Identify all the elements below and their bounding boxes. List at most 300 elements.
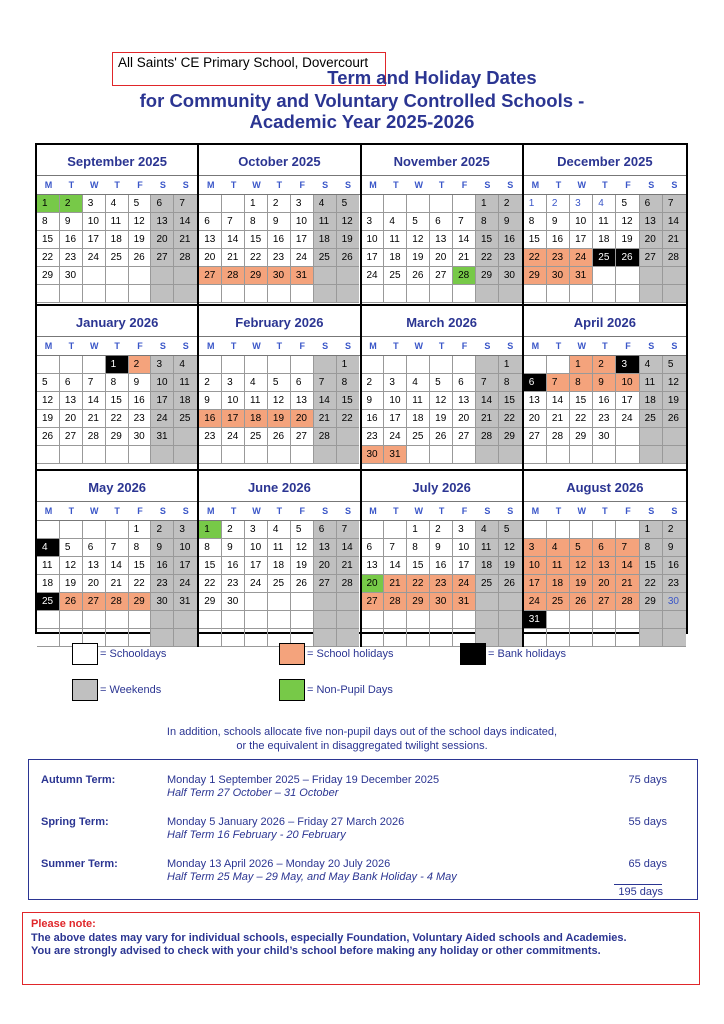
day-cell: 24 [151,410,174,428]
day-cell: 5 [129,195,152,213]
empty-day-cell [151,285,174,303]
day-cell: 16 [222,557,245,575]
empty-day-cell [407,446,430,464]
empty-day-cell [524,356,547,374]
empty-day-cell [199,195,222,213]
empty-day-cell [407,195,430,213]
weekday-header: F [299,180,305,190]
empty-day-cell [83,611,106,629]
day-cell: 25 [593,249,616,267]
empty-day-cell [151,446,174,464]
day-cell: 8 [106,374,129,392]
day-cell: 18 [547,575,570,593]
day-cell: 26 [129,249,152,267]
day-cell: 21 [314,410,337,428]
legend-bank-holidays [460,643,566,665]
day-cell: 24 [291,249,314,267]
day-cell: 12 [407,231,430,249]
day-cell: 17 [222,410,245,428]
day-cell: 14 [174,213,197,231]
day-cell: 10 [222,392,245,410]
day-cell: 25 [314,249,337,267]
day-cell: 10 [174,539,197,557]
day-cell: 12 [499,539,522,557]
weekday-header: S [159,341,166,351]
day-cell: 30 [593,428,616,446]
empty-day-cell [547,285,570,303]
day-cell: 1 [524,195,547,213]
day-cell: 17 [291,231,314,249]
day-cell: 1 [245,195,268,213]
day-cell: 25 [384,267,407,285]
weekday-header: S [484,506,491,516]
empty-day-cell [222,629,245,647]
weekday-header: W [252,506,261,516]
weekday-header-row [199,501,359,521]
day-cell: 11 [476,539,499,557]
month-block [524,306,686,471]
weekday-header-row [524,175,686,195]
empty-day-cell [129,285,152,303]
weekday-header: T [555,506,562,516]
month-title: March 2026 [406,315,478,330]
day-cell: 3 [83,195,106,213]
day-cell: 13 [593,557,616,575]
empty-day-cell [570,611,593,629]
day-cell: 26 [616,249,639,267]
day-cell: 15 [570,392,593,410]
day-cell: 6 [524,374,547,392]
day-cell: 6 [151,195,174,213]
weekday-header: S [671,180,678,190]
day-cell: 20 [362,575,385,593]
day-cell: 14 [83,392,106,410]
day-cell: 19 [60,575,83,593]
day-cell: 27 [199,267,222,285]
day-cell: 30 [151,593,174,611]
weekday-header-row [362,175,522,195]
empty-day-cell [453,195,476,213]
day-cell: 15 [106,392,129,410]
day-cell: 13 [199,231,222,249]
day-cell: 23 [129,410,152,428]
month-days-grid [37,195,197,303]
day-cell: 20 [291,410,314,428]
day-cell: 13 [524,392,547,410]
day-cell: 30 [268,267,291,285]
day-cell: 11 [174,374,197,392]
day-cell: 21 [663,231,686,249]
empty-day-cell [337,593,360,611]
day-cell: 29 [640,593,663,611]
weekday-header-row [37,501,197,521]
empty-day-cell [291,446,314,464]
weekday-header: M [369,341,377,351]
weekday-header: T [114,506,120,516]
empty-day-cell [593,285,616,303]
day-cell: 2 [663,521,686,539]
weekday-header: S [484,341,491,351]
weekday-header: S [322,180,329,190]
day-cell: 23 [199,428,222,446]
day-cell: 6 [362,539,385,557]
empty-day-cell [430,195,453,213]
empty-day-cell [430,285,453,303]
day-cell: 27 [314,575,337,593]
day-cell: 2 [60,195,83,213]
day-cell: 3 [151,356,174,374]
day-cell: 21 [337,557,360,575]
day-cell: 17 [174,557,197,575]
day-cell: 27 [453,428,476,446]
day-cell: 8 [337,374,360,392]
day-cell: 13 [314,539,337,557]
empty-day-cell [384,521,407,539]
day-cell: 14 [453,231,476,249]
empty-day-cell [151,267,174,285]
weekday-header: M [531,180,540,190]
empty-day-cell [245,446,268,464]
weekday-header: F [137,341,143,351]
day-cell: 3 [384,374,407,392]
day-cell: 1 [37,195,60,213]
day-cell: 21 [384,575,407,593]
day-cell: 13 [83,557,106,575]
weekday-header-row [362,336,522,356]
day-cell: 15 [129,557,152,575]
weekday-header: T [602,506,608,516]
day-cell: 2 [151,521,174,539]
empty-day-cell [616,267,639,285]
day-cell: 3 [245,521,268,539]
weekday-header: S [507,341,514,351]
day-cell: 3 [291,195,314,213]
day-cell: 5 [430,374,453,392]
day-cell: 30 [547,267,570,285]
day-cell: 26 [268,428,291,446]
empty-day-cell [199,285,222,303]
day-cell: 19 [268,410,291,428]
day-cell: 15 [640,557,663,575]
day-cell: 30 [499,267,522,285]
day-cell: 9 [593,374,616,392]
day-cell: 28 [476,428,499,446]
term-period: Monday 1 September 2025 – Friday 19 December 2025 [167,774,440,786]
day-cell: 24 [222,428,245,446]
day-cell: 24 [524,593,547,611]
day-cell: 8 [245,213,268,231]
day-cell: 19 [616,231,639,249]
empty-day-cell [37,446,60,464]
legend-schooldays [72,643,166,665]
weekday-header: W [414,341,423,351]
empty-day-cell [314,356,337,374]
day-cell: 25 [37,593,60,611]
weekday-header: S [507,506,514,516]
day-cell: 23 [499,249,522,267]
weekday-header: T [230,180,237,190]
day-cell: 13 [430,231,453,249]
empty-day-cell [174,267,197,285]
day-cell: 2 [430,521,453,539]
day-cell: 12 [60,557,83,575]
weekday-header: M [369,506,377,516]
month-block [362,306,524,471]
day-cell: 10 [570,213,593,231]
day-cell: 11 [245,392,268,410]
empty-day-cell [663,428,686,446]
day-cell: 8 [524,213,547,231]
day-cell: 8 [640,539,663,557]
empty-day-cell [640,285,663,303]
empty-day-cell [547,611,570,629]
day-cell: 25 [640,410,663,428]
day-cell: 10 [245,539,268,557]
empty-day-cell [37,629,60,647]
day-cell: 18 [593,231,616,249]
empty-day-cell [245,593,268,611]
month-days-grid [524,521,686,647]
day-cell: 22 [129,575,152,593]
empty-day-cell [83,267,106,285]
weekday-header: S [648,506,655,516]
empty-day-cell [616,629,639,647]
day-cell: 31 [570,267,593,285]
day-cell: 27 [151,249,174,267]
empty-day-cell [593,611,616,629]
weekday-header: F [461,341,468,351]
day-cell: 9 [268,213,291,231]
day-cell: 18 [174,392,197,410]
day-cell: 28 [314,428,337,446]
day-cell: 27 [430,267,453,285]
day-cell: 9 [60,213,83,231]
day-cell: 15 [245,231,268,249]
term-name: Spring Term: [41,816,109,828]
day-cell: 7 [174,195,197,213]
weekday-header: T [276,341,283,351]
empty-day-cell [151,611,174,629]
day-cell: 21 [453,249,476,267]
empty-day-cell [476,611,499,629]
empty-day-cell [547,446,570,464]
day-cell: 28 [83,428,106,446]
day-cell: 24 [453,575,476,593]
day-cell: 7 [384,539,407,557]
day-cell: 30 [430,593,453,611]
empty-day-cell [663,611,686,629]
day-cell: 11 [640,374,663,392]
day-cell: 29 [199,593,222,611]
empty-day-cell [83,285,106,303]
notice-line1: The above dates may vary for individual schools, especially Foundation, Voluntary Aided schools and Academies. [31,931,627,944]
day-cell: 7 [106,539,129,557]
month-days-grid [362,195,522,303]
day-cell: 3 [222,374,245,392]
day-cell: 16 [593,392,616,410]
day-cell: 30 [222,593,245,611]
term-half-term: Half Term 16 February - 20 February [167,829,346,841]
day-cell: 15 [37,231,60,249]
weekday-header: S [648,341,655,351]
empty-day-cell [362,195,385,213]
day-cell: 17 [151,392,174,410]
weekday-header: S [507,180,514,190]
day-cell: 25 [547,593,570,611]
notice-heading: Please note: [31,918,96,930]
empty-day-cell [245,285,268,303]
empty-day-cell [106,611,129,629]
month-days-grid [524,195,686,303]
page-title-line2: for Community and Voluntary Controlled Schools - [139,90,585,111]
day-cell: 9 [362,392,385,410]
day-cell: 15 [524,231,547,249]
term-period: Monday 5 January 2026 – Friday 27 March 2026 [167,816,405,828]
weekends-swatch [72,679,98,701]
day-cell: 27 [362,593,385,611]
weekday-header: S [182,180,189,190]
legend-non-pupil-days [279,679,393,701]
day-cell: 30 [362,446,385,464]
day-cell: 22 [570,410,593,428]
empty-day-cell [129,267,152,285]
day-cell: 22 [524,249,547,267]
day-cell: 28 [222,267,245,285]
day-cell: 10 [384,392,407,410]
empty-day-cell [640,446,663,464]
weekday-header: T [602,341,608,351]
empty-day-cell [83,521,106,539]
day-cell: 18 [640,392,663,410]
month-title: November 2025 [393,154,490,169]
day-cell: 13 [640,213,663,231]
day-cell: 29 [499,428,522,446]
empty-day-cell [199,611,222,629]
day-cell: 25 [106,249,129,267]
day-cell: 18 [407,410,430,428]
day-cell: 26 [337,249,360,267]
day-cell: 24 [616,410,639,428]
empty-day-cell [547,521,570,539]
empty-day-cell [106,521,129,539]
empty-day-cell [547,356,570,374]
weekday-header-row [37,336,197,356]
day-cell: 5 [570,539,593,557]
day-cell: 22 [245,249,268,267]
empty-day-cell [593,267,616,285]
month-block [362,145,524,306]
day-cell: 11 [547,557,570,575]
day-cell: 9 [499,213,522,231]
day-cell: 1 [499,356,522,374]
empty-day-cell [60,521,83,539]
day-cell: 30 [60,267,83,285]
day-cell: 23 [663,575,686,593]
empty-day-cell [384,611,407,629]
day-cell: 31 [291,267,314,285]
day-cell: 23 [151,575,174,593]
empty-day-cell [106,446,129,464]
day-cell: 2 [199,374,222,392]
empty-day-cell [476,285,499,303]
empty-day-cell [60,446,83,464]
month-block [524,145,686,306]
day-cell: 7 [314,374,337,392]
empty-day-cell [476,356,499,374]
day-cell: 6 [291,374,314,392]
empty-day-cell [174,629,197,647]
page-title-line3: Academic Year 2025-2026 [249,111,475,132]
day-cell: 24 [174,575,197,593]
weekday-header: T [438,341,445,351]
day-cell: 26 [37,428,60,446]
empty-day-cell [663,285,686,303]
day-cell: 19 [37,410,60,428]
day-cell: 2 [593,356,616,374]
empty-day-cell [616,446,639,464]
day-cell: 10 [151,374,174,392]
day-cell: 26 [430,428,453,446]
empty-day-cell [663,267,686,285]
day-cell: 22 [199,575,222,593]
month-block [199,306,361,471]
day-cell: 10 [453,539,476,557]
empty-day-cell [593,446,616,464]
day-cell: 20 [83,575,106,593]
non-pupil-note-line2: or the equivalent in disaggregated twilight sessions. [236,740,488,752]
day-cell: 31 [524,611,547,629]
legend-school-holidays-label: = School holidays [307,648,394,660]
term-name: Autumn Term: [41,774,116,786]
day-cell: 29 [106,428,129,446]
weekday-header: W [89,506,99,516]
day-cell: 7 [453,213,476,231]
day-cell: 7 [476,374,499,392]
day-cell: 17 [245,557,268,575]
empty-day-cell [106,285,129,303]
day-cell: 23 [362,428,385,446]
day-cell: 24 [245,575,268,593]
empty-day-cell [37,356,60,374]
day-cell: 17 [570,231,593,249]
empty-day-cell [268,593,291,611]
day-cell: 1 [407,521,430,539]
empty-day-cell [314,267,337,285]
empty-day-cell [291,593,314,611]
day-cell: 28 [616,593,639,611]
weekday-header: F [299,506,305,516]
day-cell: 1 [129,521,152,539]
day-cell: 21 [616,575,639,593]
day-cell: 18 [268,557,291,575]
day-cell: 20 [314,557,337,575]
month-days-grid [199,356,359,464]
empty-day-cell [199,446,222,464]
empty-day-cell [337,428,360,446]
day-cell: 14 [337,539,360,557]
day-cell: 4 [314,195,337,213]
day-cell: 2 [547,195,570,213]
weekday-header: S [484,180,491,190]
day-cell: 29 [245,267,268,285]
weekday-header: T [276,506,283,516]
day-cell: 13 [291,392,314,410]
empty-day-cell [616,428,639,446]
month-block [199,145,361,306]
empty-day-cell [268,611,291,629]
day-cell: 28 [663,249,686,267]
day-cell: 27 [640,249,663,267]
